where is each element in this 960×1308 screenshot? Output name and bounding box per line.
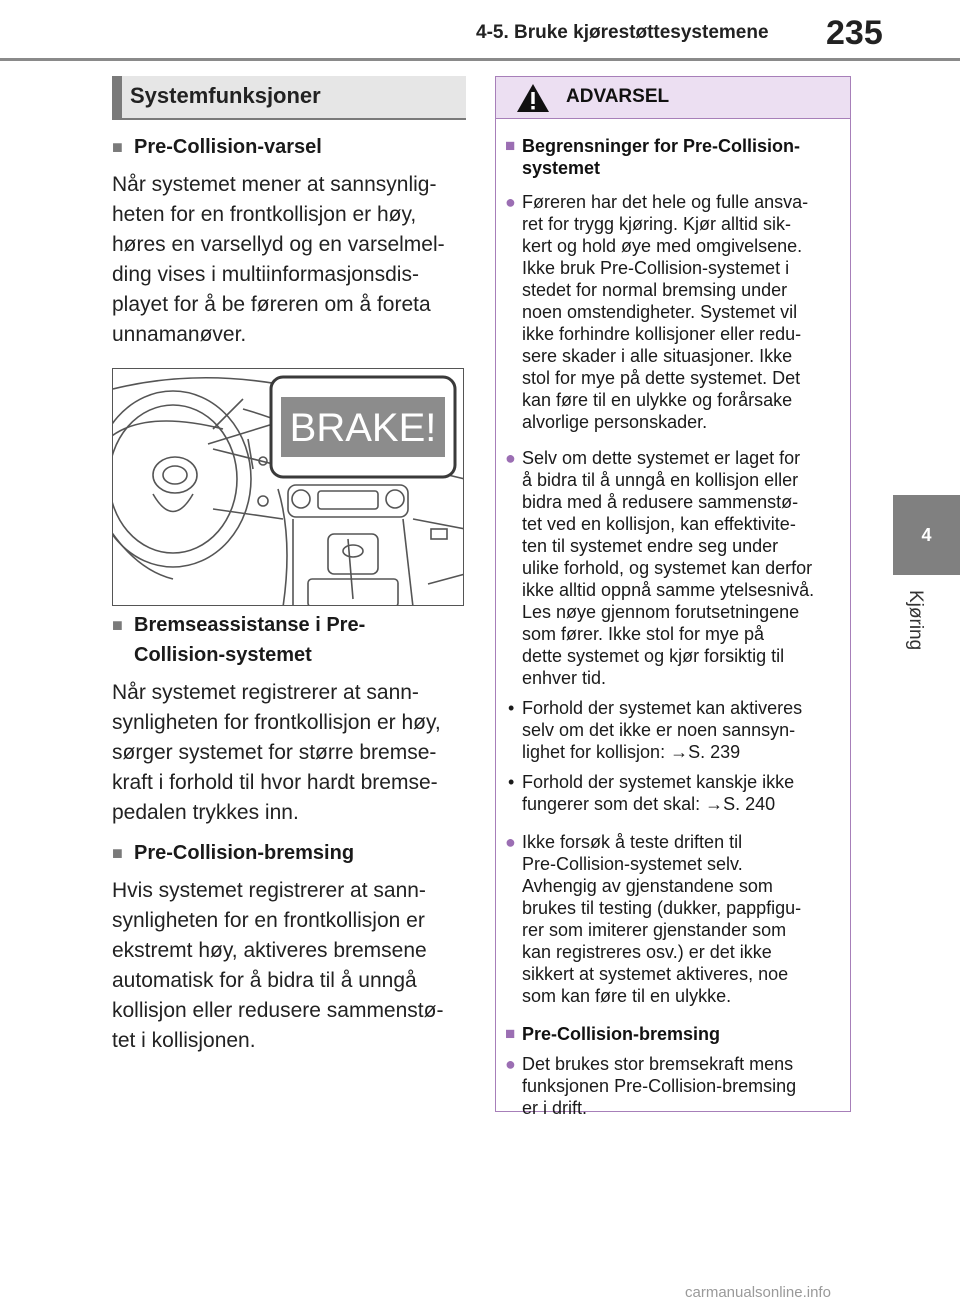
header-section-title: 4-5. Bruke kjørestøttesystemene	[476, 22, 769, 43]
warning-bullet-effectiveness	[505, 447, 838, 689]
left-column	[112, 76, 466, 1056]
subheading-pre-collision-bremsing	[112, 838, 466, 868]
text-line: Når systemet registrerer at sann-	[112, 681, 419, 704]
text-line: pedalen trykkes inn.	[112, 801, 299, 824]
text-line: Les nøye gjennom forutsetningene	[522, 602, 800, 622]
page-reference-link[interactable]: lighet for kollisjon: →S. 239	[522, 742, 741, 762]
dashboard-drawing	[113, 369, 464, 606]
chapter-number: 4	[921, 524, 932, 545]
text-line: kert og hold øye med omgivelsene.	[522, 236, 803, 256]
text-line: Ikke bruk Pre-Collision-systemet i	[522, 258, 790, 278]
text-line: Når systemet mener at sannsynlig-	[112, 173, 437, 196]
text-line: Pre-Collision-bremsing	[522, 1024, 721, 1044]
text-line: automatisk for å bidra til å unngå	[112, 969, 417, 992]
text-line: ekstremt høy, aktiveres bremsene	[112, 939, 427, 962]
warning-subheading-limitations	[505, 135, 838, 179]
warning-subheading-bremsing	[505, 1023, 838, 1045]
warning-bullet-driver-responsibility	[505, 191, 838, 433]
circle-bullet-icon: ●	[505, 1054, 516, 1074]
text-line: Forhold der systemet kanskje ikke	[522, 772, 795, 792]
square-bullet-icon: ■	[505, 136, 516, 155]
text-line: stedet for normal bremsing under	[522, 280, 788, 300]
text-line: heten for en frontkollisjon er høy,	[112, 203, 417, 226]
page-reference-link[interactable]: fungerer som det skal: →S. 240	[522, 794, 776, 814]
text-line: som fører. Ikke stol for mye på	[522, 624, 765, 644]
text-line: kan registreres osv.) er det ikke	[522, 942, 772, 962]
subheading-bremseassistanse	[112, 610, 466, 670]
text-line: systemet	[522, 158, 601, 178]
text-line: Selv om dette systemet er laget for	[522, 448, 801, 468]
text-line: Hvis systemet registrerer at sann-	[112, 879, 426, 902]
subheading-text: Pre-Collision-bremsing	[134, 842, 355, 864]
dash-bullet-icon: •	[508, 772, 515, 792]
square-bullet-icon: ■	[505, 1024, 516, 1043]
text-line: playet for å be føreren om å foreta	[112, 293, 431, 316]
text-line: Pre-Collision-systemet selv.	[522, 854, 743, 874]
text-line: ikke forhindre kollisjoner eller redu-	[522, 324, 802, 344]
text-line: Forhold der systemet kan aktiveres	[522, 698, 803, 718]
footer-watermark: carmanualsonline.info	[685, 1284, 831, 1301]
warning-dash-malfunction-conditions	[505, 771, 838, 815]
text-line: å bidra til å unngå en kollisjon eller	[522, 470, 799, 490]
text-line: Ikke forsøk å teste driften til	[522, 832, 743, 852]
page-number: 235	[826, 14, 883, 52]
section-title: Systemfunksjoner	[130, 83, 321, 108]
section-header	[112, 76, 466, 120]
text-line: unnamanøver.	[112, 323, 247, 346]
dash-bullet-icon: •	[508, 698, 515, 718]
chapter-tab[interactable]	[893, 495, 960, 575]
text-line: ding vises i multiinformasjonsdis-	[112, 263, 419, 286]
text-line: kollisjon eller redusere sammenstø-	[112, 999, 444, 1022]
text-line: tet ved en kollisjon, kan effektivite-	[522, 514, 796, 534]
square-bullet-icon: ■	[112, 615, 123, 635]
text-line: ret for trygg kjøring. Kjør alltid sik-	[522, 214, 792, 234]
text-line: stol for mye på dette systemet. Det	[522, 368, 801, 388]
circle-bullet-icon: ●	[505, 448, 516, 468]
text-line: selv om det ikke er noen sannsyn-	[522, 720, 796, 740]
dashboard-illustration	[112, 368, 464, 606]
text-line: synligheten for en frontkollisjon er	[112, 909, 425, 932]
text-line: Begrensninger for Pre-Collision-	[522, 136, 801, 156]
text-line: kraft i forhold til hvor hardt bremse-	[112, 771, 438, 794]
text-line: alvorlige personskader.	[522, 412, 708, 432]
warning-body	[496, 119, 850, 1119]
paragraph-bremsing	[112, 876, 466, 1056]
square-bullet-icon: ■	[112, 137, 123, 157]
text-line: funksjonen Pre-Collision-bremsing	[522, 1076, 797, 1096]
text-line: noen omstendigheter. Systemet vil	[522, 302, 798, 322]
text-line: høres en varsellyd og en varselmel-	[112, 233, 445, 256]
warning-box	[495, 76, 851, 1118]
warning-bullet-brake-force	[505, 1053, 838, 1119]
text-line: enhver tid.	[522, 668, 607, 688]
text-line: ikke alltid oppnå samme ytelsesnivå.	[522, 580, 815, 600]
subheading-text: Collision-systemet	[134, 644, 312, 666]
text-line: er i drift.	[522, 1098, 588, 1118]
paragraph-varsel	[112, 170, 466, 350]
square-bullet-icon: ■	[112, 843, 123, 863]
warning-title: ADVARSEL	[566, 86, 670, 107]
warning-header	[496, 77, 850, 119]
text-line: Føreren har det hele og fulle ansva-	[522, 192, 809, 212]
page-header	[0, 0, 960, 62]
text-line: tet i kollisjonen.	[112, 1029, 256, 1052]
text-line: rer som imiterer gjenstander som	[522, 920, 787, 940]
text-line: Det brukes stor bremsekraft mens	[522, 1054, 794, 1074]
text-line: Avhengig av gjenstandene som	[522, 876, 773, 896]
text-line: som kan føre til en ulykke.	[522, 986, 732, 1006]
text-line: brukes til testing (dukker, pappfigu-	[522, 898, 802, 918]
text-line: sikkert at systemet aktiveres, noe	[522, 964, 789, 984]
text-line: kan føre til en ulykke og forårsake	[522, 390, 793, 410]
text-line: dette systemet og kjør forsiktig til	[522, 646, 785, 666]
text-line: synligheten for frontkollisjon er høy,	[112, 711, 441, 734]
header-divider	[0, 58, 960, 61]
text-line: sørger systemet for større bremse-	[112, 741, 437, 764]
warning-bullet-no-testing	[505, 831, 838, 1007]
subheading-text: Bremseassistanse i Pre-	[134, 614, 366, 636]
warning-triangle-icon	[516, 83, 550, 113]
text-line: bidra med å redusere sammenstø-	[522, 492, 799, 512]
text-line: ten til systemet endre seg under	[522, 536, 779, 556]
warning-dash-activation-conditions	[505, 697, 838, 763]
text-line: ulike forhold, og systemet kan derfor	[522, 558, 813, 578]
brake-warning-text: BRAKE!	[289, 406, 437, 450]
paragraph-bremseassistanse	[112, 678, 466, 828]
text-line: sere skader i alle situasjoner. Ikke	[522, 346, 793, 366]
circle-bullet-icon: ●	[505, 192, 516, 212]
subheading-text: Pre-Collision-varsel	[134, 136, 322, 158]
circle-bullet-icon: ●	[505, 832, 516, 852]
subheading-pre-collision-varsel	[112, 132, 466, 162]
chapter-label: Kjøring	[905, 590, 926, 651]
